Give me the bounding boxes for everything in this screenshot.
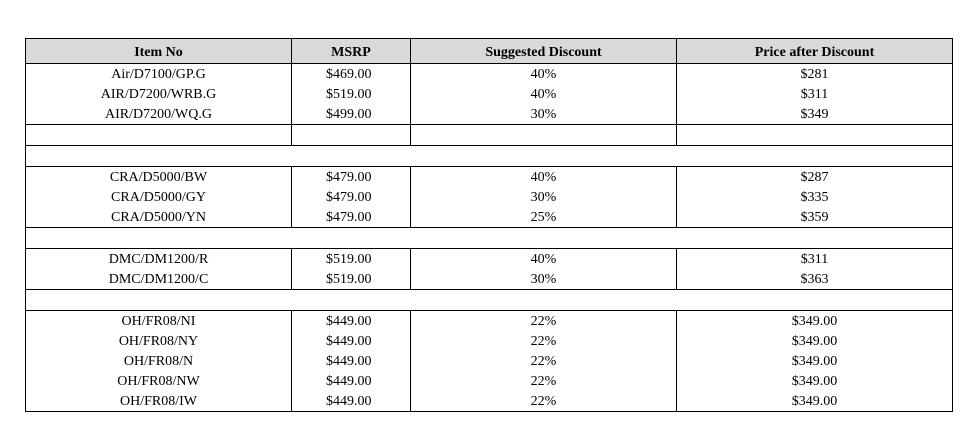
discount-cell: 22% (411, 351, 677, 371)
table-row (26, 187, 953, 207)
header-suggested-discount: Suggested Discount (411, 39, 677, 64)
item-no-cell: CRA/D5000/GY (26, 187, 292, 207)
table-row (26, 269, 953, 290)
discount-cell: 40% (411, 84, 677, 104)
spacer-row (26, 228, 953, 249)
item-no-cell: DMC/DM1200/C (26, 269, 292, 290)
item-no-cell: OH/FR08/NY (26, 331, 292, 351)
item-no-cell: AIR/D7200/WQ.G (26, 104, 292, 125)
table-row (26, 104, 953, 125)
item-no-cell: DMC/DM1200/R (26, 249, 292, 270)
discount-cell: 25% (411, 207, 677, 228)
msrp-cell: $499.00 (292, 104, 411, 125)
price-cell: $349.00 (677, 391, 953, 412)
price-cell: $311 (677, 84, 953, 104)
msrp-cell: $449.00 (292, 351, 411, 371)
item-no-cell: OH/FR08/N (26, 351, 292, 371)
discount-cell: 22% (411, 311, 677, 332)
item-no-cell: OH/FR08/NI (26, 311, 292, 332)
spacer-row (26, 290, 953, 311)
item-no-cell: CRA/D5000/BW (26, 167, 292, 188)
item-no-cell: OH/FR08/NW (26, 371, 292, 391)
price-cell: $359 (677, 207, 953, 228)
discount-table (25, 38, 953, 412)
msrp-cell: $449.00 (292, 311, 411, 332)
header-price-after-discount: Price after Discount (677, 39, 953, 64)
price-cell: $287 (677, 167, 953, 188)
msrp-cell: $519.00 (292, 84, 411, 104)
discount-cell: 40% (411, 249, 677, 270)
price-cell: $349.00 (677, 371, 953, 391)
table-row (26, 371, 953, 391)
price-cell: $335 (677, 187, 953, 207)
item-group-air (26, 64, 953, 125)
discount-cell: 30% (411, 269, 677, 290)
msrp-cell: $449.00 (292, 371, 411, 391)
msrp-cell: $479.00 (292, 167, 411, 188)
header-row (26, 39, 953, 64)
discount-cell: 30% (411, 187, 677, 207)
msrp-cell: $479.00 (292, 207, 411, 228)
item-no-cell: OH/FR08/IW (26, 391, 292, 412)
table-row (26, 331, 953, 351)
spacer-row (26, 146, 953, 167)
msrp-cell: $479.00 (292, 187, 411, 207)
header-msrp: MSRP (292, 39, 411, 64)
msrp-cell: $519.00 (292, 269, 411, 290)
discount-cell: 30% (411, 104, 677, 125)
discount-cell: 22% (411, 371, 677, 391)
price-cell: $349.00 (677, 311, 953, 332)
msrp-cell: $449.00 (292, 331, 411, 351)
table-row (26, 249, 953, 270)
discount-cell: 22% (411, 391, 677, 412)
msrp-cell: $449.00 (292, 391, 411, 412)
price-cell: $281 (677, 64, 953, 85)
item-group-cra (26, 167, 953, 228)
table-row (26, 391, 953, 412)
spacer-row-group (26, 290, 953, 311)
discount-cell: 22% (411, 331, 677, 351)
price-cell: $349.00 (677, 331, 953, 351)
spacer-row-group (26, 228, 953, 249)
item-no-cell: Air/D7100/GP.G (26, 64, 292, 85)
table-row (26, 64, 953, 85)
price-cell: $311 (677, 249, 953, 270)
item-group-dmc (26, 249, 953, 290)
discount-table-container (25, 38, 952, 412)
table-row (26, 351, 953, 371)
blank-row-group (26, 125, 953, 167)
price-cell: $349 (677, 104, 953, 125)
price-cell: $349.00 (677, 351, 953, 371)
item-no-cell: AIR/D7200/WRB.G (26, 84, 292, 104)
price-cell: $363 (677, 269, 953, 290)
blank-row (26, 125, 953, 146)
item-no-cell: CRA/D5000/YN (26, 207, 292, 228)
item-group-oh (26, 311, 953, 412)
msrp-cell: $469.00 (292, 64, 411, 85)
table-row (26, 84, 953, 104)
table-row (26, 311, 953, 332)
table-row (26, 207, 953, 228)
header-item-no: Item No (26, 39, 292, 64)
discount-cell: 40% (411, 167, 677, 188)
table-row (26, 167, 953, 188)
discount-cell: 40% (411, 64, 677, 85)
msrp-cell: $519.00 (292, 249, 411, 270)
